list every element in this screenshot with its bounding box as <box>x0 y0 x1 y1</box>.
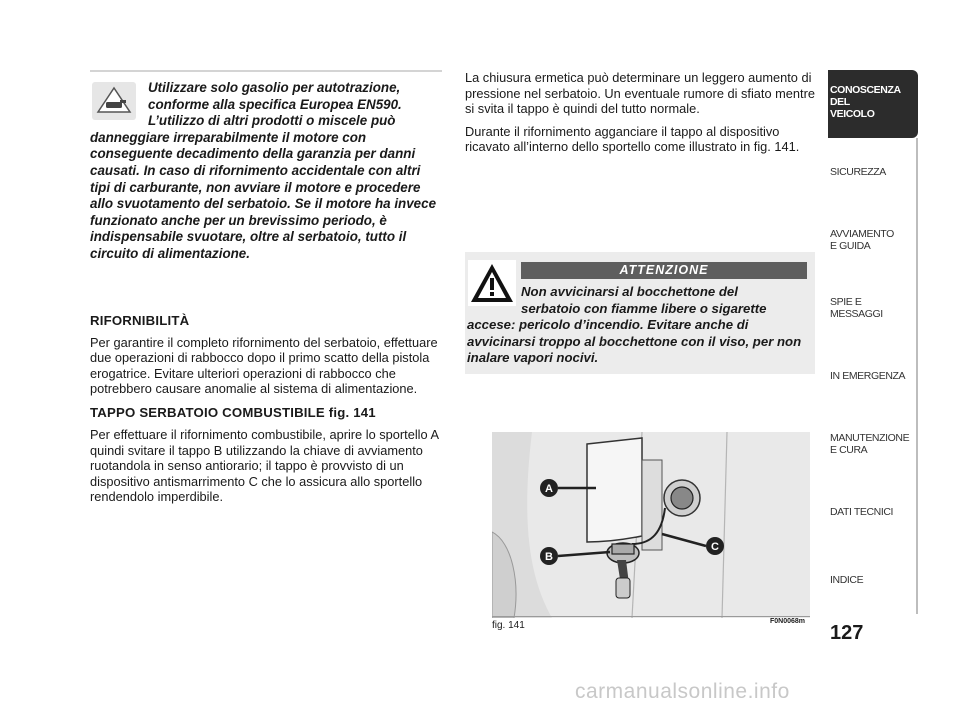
section-text-tappo: Per effettuare il rifornimento combustibile, aprire lo sportello A quindi svitare il tappo B utilizzando la chiave di avviamento ruotandola in senso antiorario; il tappo è provvisto di un dispositivo antismarrimento C che lo assicura allo sportello rendendolo imperdibile. <box>90 426 439 505</box>
tab-label: SPIE E <box>830 296 862 308</box>
tab-label: DATI TECNICI <box>830 506 894 518</box>
figure-caption: fig. 141 <box>492 620 525 631</box>
right-paragraph-2: Durante il rifornimento agganciare il tappo al dispositivo ricavato all’interno dello sportello come illustrato in fig. 141. <box>465 123 800 155</box>
tab-label: DEL <box>830 96 850 108</box>
tab-indice[interactable] <box>828 546 918 614</box>
warning-box <box>465 252 815 374</box>
label-b: B <box>545 551 553 563</box>
top-divider <box>90 70 442 72</box>
page-number: 127 <box>830 622 864 644</box>
label-c: C <box>711 541 719 553</box>
section-text-rifornibilita: Per garantire il completo rifornimento del serbatoio, effettuare due operazioni di rabbocco dopo il primo scatto della pistola erogatrice. Evitare ulteriori operazioni di rabbocco che potrebbero causare anomalie al sistema di alimentazione. <box>90 334 438 397</box>
chapter-tabs <box>828 70 918 614</box>
figure-fuel-cap <box>492 432 810 618</box>
tab-sicurezza[interactable] <box>828 138 918 206</box>
warning-title: ATTENZIONE <box>521 262 807 279</box>
fuel-note-text: Utilizzare solo gasolio per autotrazione, conforme alla specifica Europea EN590. L’utilizzo di altri prodotti o miscele può danneggiare irreparabilmente il motore con conseguente decadimento della garanzia per danni causati. In caso di rifornimento accidentale con altri tipi di carburante, non avviare il motore e procedere allo svuotamento del serbatoio. Se il motore ha invece funzionato anche per un brevissimo periodo, è indispensabile svuotare, oltre al serbatoio, tutto il circuito di alimentazione. <box>90 80 437 261</box>
fuel-note <box>90 80 442 263</box>
right-column <box>465 70 815 155</box>
left-column <box>90 70 442 505</box>
tab-label: MANUTENZIONE <box>830 432 910 444</box>
tab-label: CONOSCENZA <box>830 84 901 96</box>
right-paragraph-1: La chiusura ermetica può determinare un leggero aumento di pressione nel serbatoio. Un eventuale rumore di sfiato mentre si svita il tappo è quindi del tutto normale. <box>465 70 815 117</box>
tab-label: IN EMERGENZA <box>830 370 906 382</box>
figure-rule <box>492 616 810 617</box>
tab-spie-e-messaggi[interactable] <box>828 274 918 342</box>
section-title-tappo: TAPPO SERBATOIO COMBUSTIBILE fig. 141 <box>90 404 376 420</box>
tab-label: AVVIAMENTO <box>830 228 894 240</box>
tab-label: E GUIDA <box>830 240 871 252</box>
tab-label: E CURA <box>830 444 868 456</box>
warning-line-1: Non avvicinarsi al bocchettone del <box>521 284 738 299</box>
warning-text <box>467 284 807 367</box>
tab-conoscenza-del-veicolo[interactable] <box>828 70 918 138</box>
tab-label: VEICOLO <box>830 108 875 120</box>
tab-manutenzione-e-cura[interactable] <box>828 410 918 478</box>
warning-line-2: serbatoio con fiamme libere o sigarette <box>521 300 767 316</box>
tab-dati-tecnici[interactable] <box>828 478 918 546</box>
tab-label: SICUREZZA <box>830 166 886 178</box>
warning-rest: accese: pericolo d’incendio. Evitare anche di avvicinarsi troppo al bocchettone con il viso, per non inalare vapori nocivi. <box>467 317 802 366</box>
tab-label: INDICE <box>830 574 864 586</box>
watermark: carmanualsonline.info <box>575 680 790 703</box>
tab-label: MESSAGGI <box>830 308 883 320</box>
tab-in-emergenza[interactable] <box>828 342 918 410</box>
section-title-rifornibilita: RIFORNIBILITÀ <box>90 312 190 328</box>
tab-avviamento-e-guida[interactable] <box>828 206 918 274</box>
fuel-cap-illustration <box>492 432 810 618</box>
fuel-nozzle-icon <box>92 82 136 120</box>
label-a: A <box>545 483 553 495</box>
figure-code: F0N0068m <box>770 618 806 625</box>
